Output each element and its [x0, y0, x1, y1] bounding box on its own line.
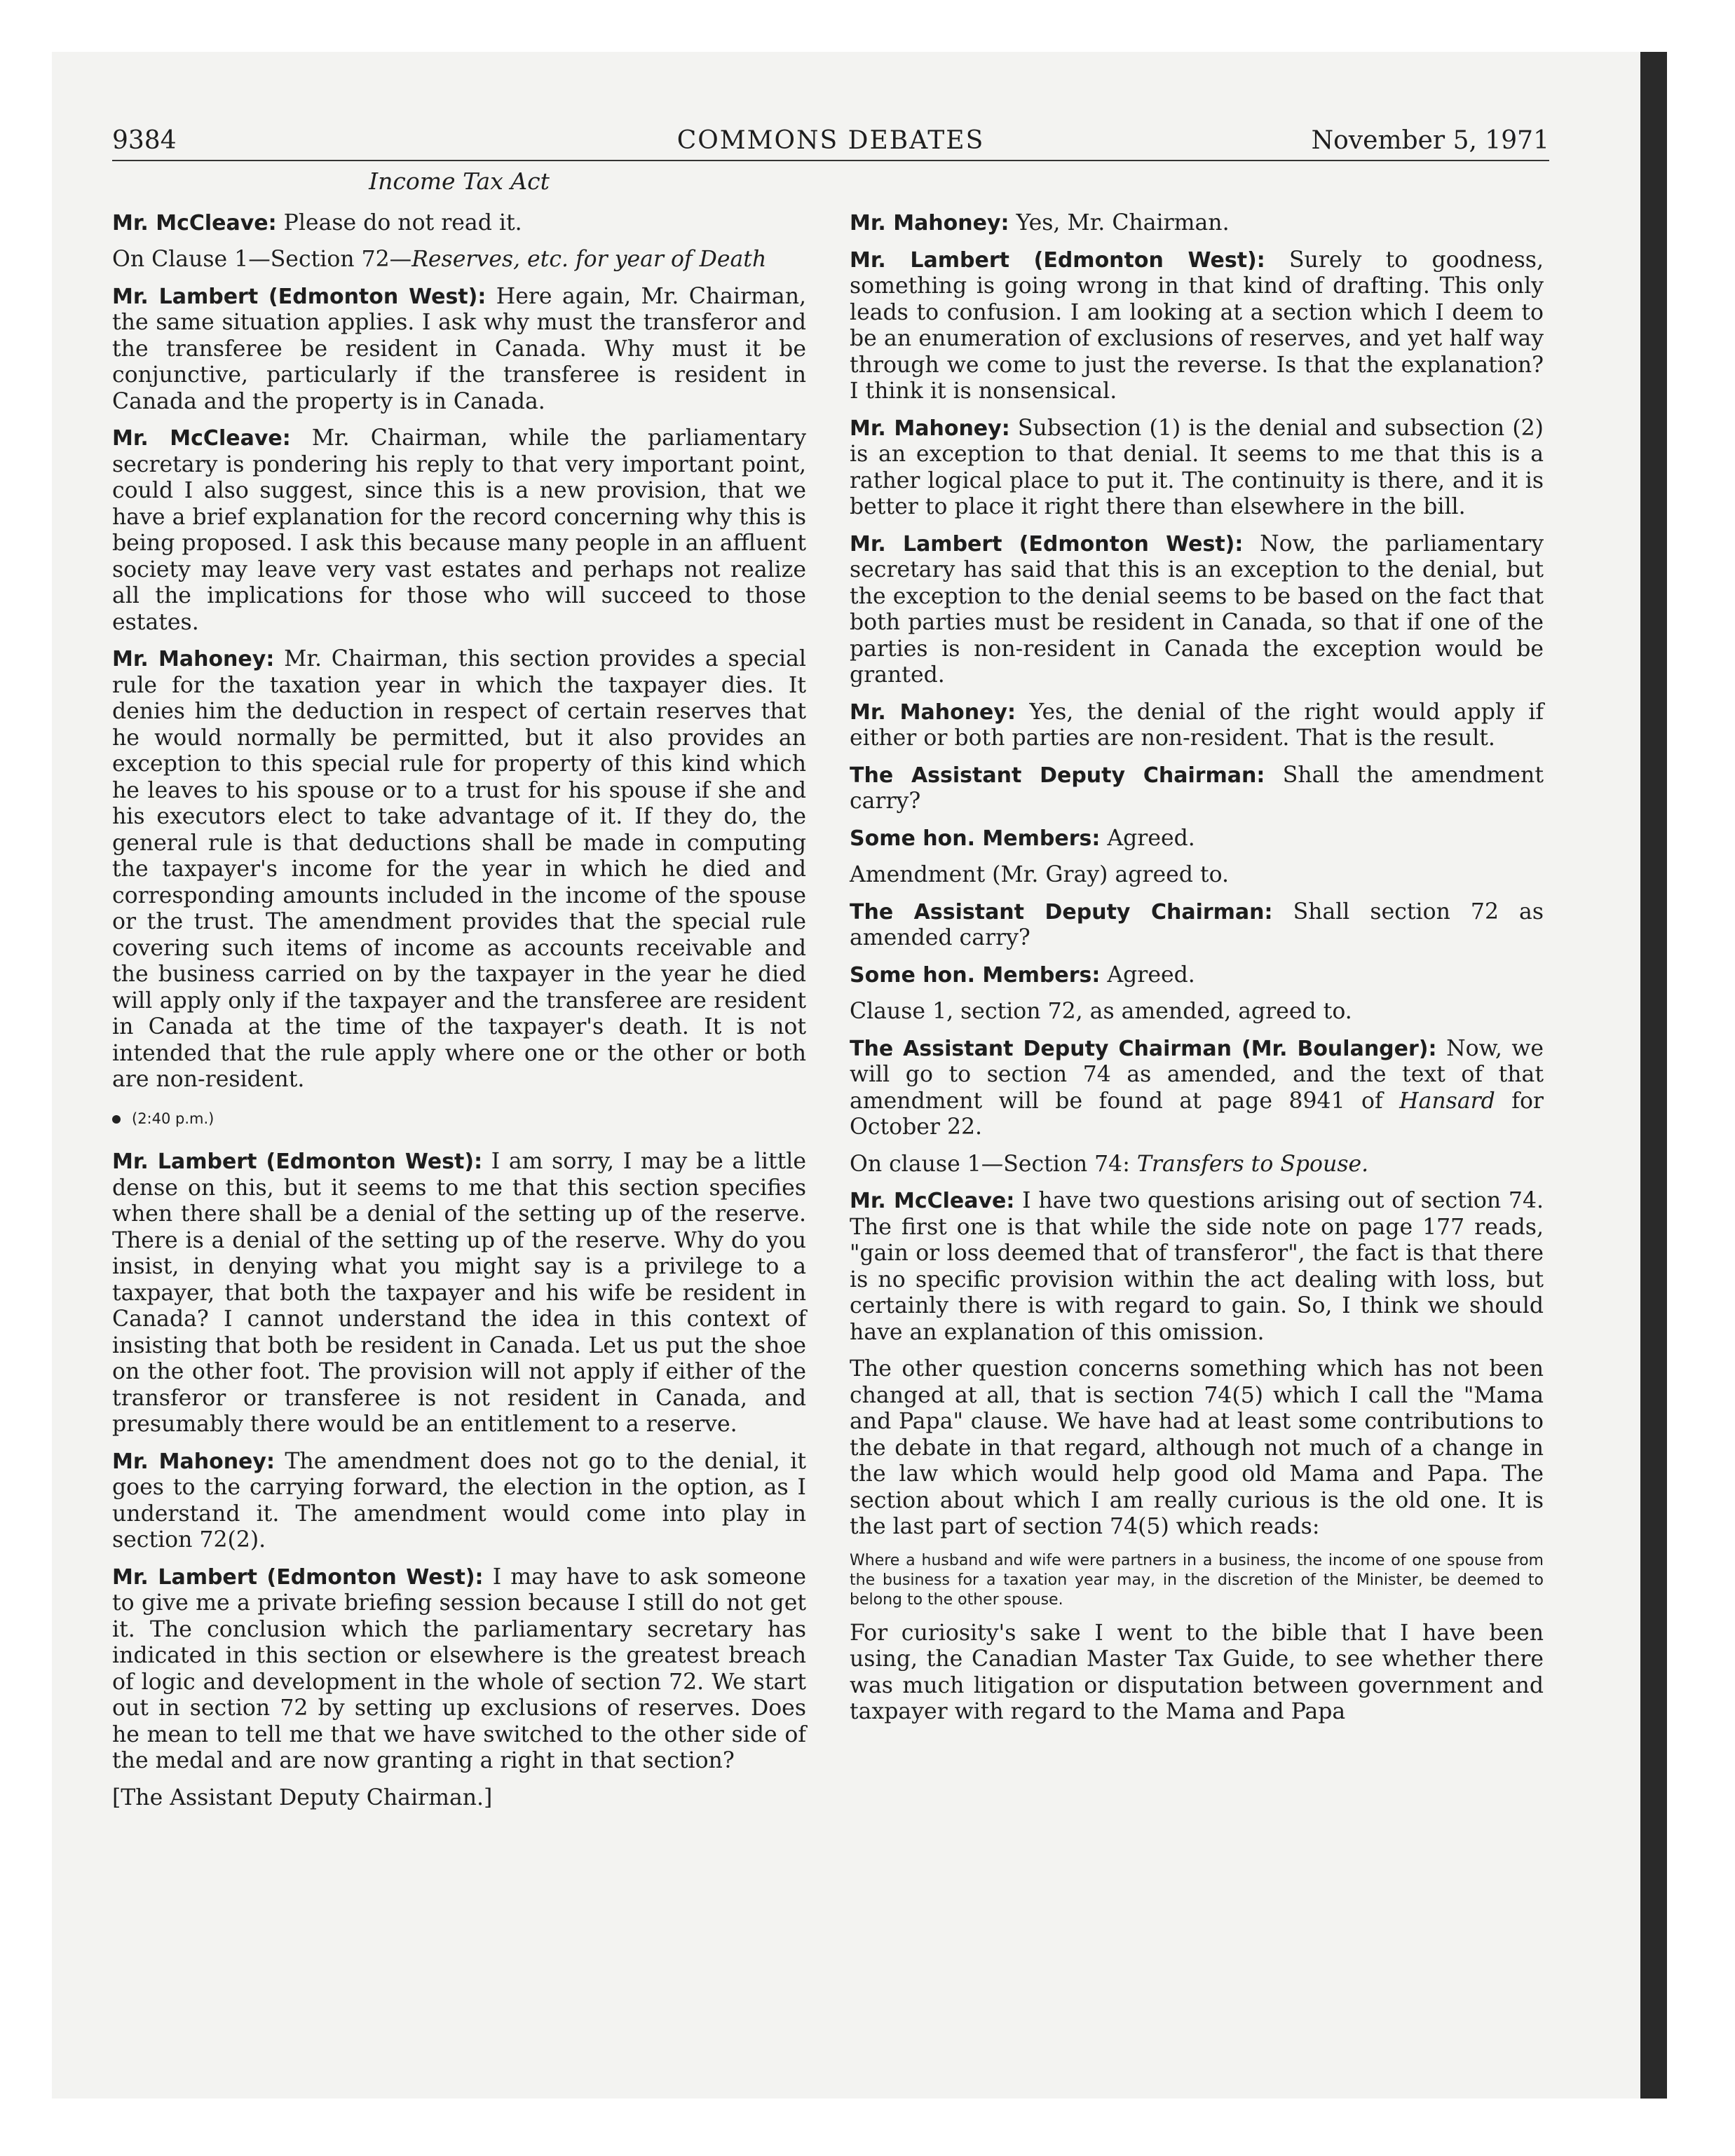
paragraph: Mr. Lambert (Edmonton West): Here again, Mr. Chairman, the same situation applies. I ask why must the transferor and the transferee be resident in Canada. Why must it be conjunctive, particularly if the transferee is resident in Canada and the property is in Canada. — [112, 283, 807, 414]
paragraph: The Assistant Deputy Chairman: Shall section 72 as amended carry? — [850, 899, 1544, 950]
paragraph: On clause 1—Section 74: Transfers to Spouse. — [850, 1151, 1369, 1177]
paragraph: Mr. Lambert (Edmonton West): Now, the parliamentary secretary has said that this is an exception to the denial, but the exception to the denial seems to be based on the fact that both parties must be resident in Canada, so that if one of the parties is non-resident in Canada the exception would be granted. — [850, 531, 1544, 688]
bullet-icon — [112, 1115, 121, 1124]
speaker: Mr. Mahoney: — [850, 211, 1009, 236]
section-subheading: Income Tax Act — [369, 168, 550, 195]
paragraph: Some hon. Members: Agreed. — [850, 962, 1195, 988]
speaker: The Assistant Deputy Chairman: — [850, 763, 1265, 788]
paragraph: Amendment (Mr. Gray) agreed to. — [850, 862, 1229, 887]
paragraph: Mr. Mahoney: Yes, Mr. Chairman. — [850, 210, 1230, 236]
speaker: Mr. Lambert (Edmonton West): — [112, 284, 487, 309]
page-number: 9384 — [112, 126, 177, 155]
paragraph: Clause 1, section 72, as amended, agreed to. — [850, 999, 1352, 1024]
paragraph: Mr. Lambert (Edmonton West): I may have to ask someone to give me a private briefing session because I still do not get it. The conclusion which the parliamentary secretary has indicated in this section or elsewhere is the greatest breach of logic and development in the whole of section 72. We start out in section 72 by setting up exclusions of reserves. Does he mean to tell me that we have switched to the other side of the medal and are now granting a right in that section? — [112, 1564, 806, 1773]
page-header — [112, 123, 1549, 161]
speaker: Mr. Mahoney: — [112, 647, 275, 671]
speaker: The Assistant Deputy Chairman: — [850, 899, 1273, 925]
paragraph: Mr. Mahoney: Mr. Chairman, this section provides a special rule for the taxation year in which the taxpayer dies. It denies him the deduction in respect of certain reserves that he would normally be permitted, but it also provides an exception to this special rule for property of this kind which he leaves to his spouse or to a trust for his spouse if she and his executors elect to take advantage of it. If they do, the general rule is that deductions shall be made in computing the taxpayer's income for the year in which he died and corresponding amounts included in the income of the spouse or the trust. The amendment provides that the special rule covering such items of income as accounts receivable and the business carried on by the taxpayer in the year he died will apply only if the taxpayer and the transferee are resident in Canada at the time of the taxpayer's death. It is not intended that the rule apply where one or the other or both are non-resident. — [112, 646, 806, 1092]
paragraph: The Assistant Deputy Chairman (Mr. Boulanger): Now, we will go to section 74 as amended, and the text of that amendment will be found at page 8941 of Hansard for October 22. — [850, 1035, 1544, 1140]
footer-note: [The Assistant Deputy Chairman.] — [112, 1785, 493, 1810]
publication-title: COMMONS DEBATES — [676, 126, 985, 155]
paragraph: Mr. Mahoney: Subsection (1) is the denial and subsection (2) is an exception to that denial. It seems to me that this is a rather logical place to put it. The continuity is there, and it is better to place it right there than elsewhere in the bill. — [850, 415, 1544, 519]
speaker: Mr. Mahoney: — [850, 416, 1010, 441]
speaker: Some hon. Members: — [850, 826, 1101, 851]
paragraph: Mr. Mahoney: Yes, the denial of the right would apply if either or both parties are non-resident. That is the result. — [850, 699, 1544, 751]
speaker: Mr. McCleave: — [850, 1189, 1015, 1213]
paragraph: On Clause 1—Section 72—Reserves, etc. for year of Death — [112, 247, 767, 272]
paragraph: For curiosity's sake I went to the bible that I have been using, the Canadian Master Tax Guide, to see whether there was much litigation or disputation between government and taxpayer with regard to the Mama and Papa — [850, 1620, 1544, 1724]
speaker: Mr. Mahoney: — [112, 1449, 275, 1474]
paragraph: Mr. Mahoney: The amendment does not go to the denial, it goes to the carrying forward, the election in the option, as I understand it. The amendment would come into play in section 72(2). — [112, 1448, 806, 1553]
paragraph: Mr. McCleave: I have two questions arising out of section 74. The first one is that while the side note on page 177 reads, "gain or loss deemed that of transferor", the fact is that there is no specific provision within the act dealing with loss, but certainly there is with regard to gain. So, I think we should have an explanation of this omission. — [850, 1188, 1544, 1345]
paragraph: Mr. McCleave: Please do not read it. — [112, 210, 522, 236]
speaker: Mr. Lambert (Edmonton West): — [850, 247, 1265, 273]
speaker: Mr. McCleave: — [112, 210, 277, 236]
right-column — [850, 210, 1544, 1736]
speaker: Mr. Lambert (Edmonton West): — [112, 1149, 483, 1174]
speaker: Mr. Lambert (Edmonton West): — [850, 531, 1244, 557]
publication-date: November 5, 1971 — [1311, 126, 1549, 155]
paragraph: Mr. Lambert (Edmonton West): Surely to goodness, something is going wrong in that kind of drafting. This only leads to confusion. I am looking at a section which I deem to be an enumeration of exclusions of reserves, and yet half way through we come to just the reverse. Is that the explanation? I think it is nonsensical. — [850, 247, 1544, 404]
left-column — [112, 168, 806, 1822]
scan-edge-bar — [1640, 52, 1667, 2099]
paragraph: Mr. McCleave: Mr. Chairman, while the parliamentary secretary is pondering his reply to that very important point, could I also suggest, since this is a new provision, that we have a brief explanation for the record concerning why this is being proposed. I ask this because many people in an affluent society may leave very vast estates and perhaps not realize all the implications for those who will succeed to those estates. — [112, 425, 806, 635]
speaker: Mr. Mahoney: — [850, 700, 1016, 725]
speaker: Some hon. Members: — [850, 962, 1101, 988]
speaker: Mr. McCleave: — [112, 426, 291, 451]
speaker: The Assistant Deputy Chairman (Mr. Boulanger): — [850, 1036, 1437, 1061]
paragraph: Mr. Lambert (Edmonton West): I am sorry, I may be a little dense on this, but it seems to me that this section specifies when there shall be a denial of the setting up of the reserve. There is a denial of the setting up of the reserve. Why do you insist, in denying what you might say is a privilege to a taxpayer, that both the taxpayer and his wife be resident in Canada? I cannot understand the idea in this context of insisting that both be resident in Canada. Let us put the shoe on the other foot. The provision will not apply if either of the transferor or transferee is not resident in Canada, and presumably there would be an entitlement to a reserve. — [112, 1149, 806, 1437]
time-stamp: (2:40 p.m.) — [112, 1106, 806, 1133]
speaker: Mr. Lambert (Edmonton West): — [112, 1564, 484, 1590]
block-quote: Where a husband and wife were partners in a business, the income of one spouse from the business for a taxation year may, in the discretion of the Minister, be deemed to belong to the other spouse. — [850, 1551, 1544, 1609]
paragraph: Some hon. Members: Agreed. — [850, 825, 1195, 851]
paragraph: The other question concerns something which has not been changed at all, that is section 74(5) which I call the "Mama and Papa" clause. We have had at least some contributions to the debate in that regard, although not much of a change in the law which would help good old Mama and Papa. The section about which I am really curious is the old one. It is the last part of section 74(5) which reads: — [850, 1356, 1544, 1539]
paragraph: The Assistant Deputy Chairman: Shall the amendment carry? — [850, 762, 1544, 814]
